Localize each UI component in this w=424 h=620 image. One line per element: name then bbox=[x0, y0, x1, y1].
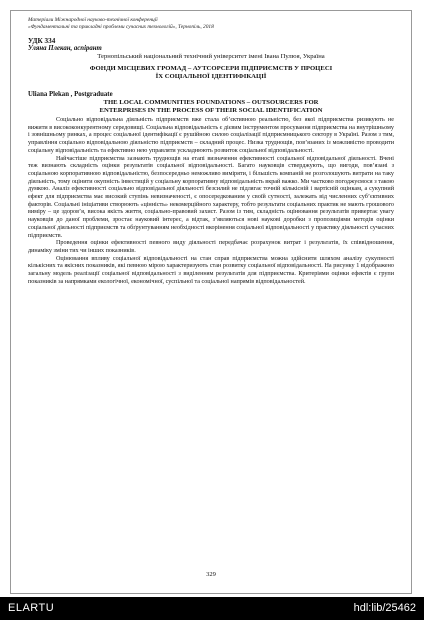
udk-code: УДК 334 bbox=[28, 37, 56, 45]
paragraph-2: Найчастіше підприємства зазнають труднощів на етапі визначення ефективності соціальної відповідальної діяльності. Вчені теж визнають складність оцінки результатів соціальної відповідальності. Багато науковців стверджують, що вигоди, пов’язані з соціальною корпоративною відповідальністю, безпосередньо неможливо виміряти, і більшість компаній не розголошують витрати на таку діяльність, тому оцінити окупність інвестицій у соціальну корпоративну відповідальність вкрай важко. Ми частково погоджуємося з такою думкою. Аналіз ефективності соціально відповідальної діяльності безсилий не підлягає точній кількісній і вартісній оцінкам, а сукупний ефект для підприємства має високий ступінь невизначеності, є опосередкованим у своїй сутності, залежать від численних суб’єктивних факторів. Соціальні ініціативи створюють «цінність» некомерційного характеру, тобто результати соціальних практик не мають грошового виміру – це здоров’я, висока якість життя, соціально-правовий захист. Разом із тим, складність оцінювання результатів привертає увагу науковців до даної проблеми, зростає науковий інтерес, а відтак, з’являються нові наукові доробки з пропозиціями методів оцінки соціальної діяльності підприємств та обґрунтуванням необхідності вкорінення соціальної відповідальності у практику діяльності сучасних підприємств. bbox=[28, 155, 394, 239]
paragraph-1: Соціально відповідальна діяльність підприємств вже стала об’єктивною реальністю, без якої підприємства ризикують не вижити в висококонкурентному середовищі. Соціальна відповідальність є дієвим інструментом просування підприємства на внутрішньому і зовнішньому ринках, а процес соціальної ідентифікації є рушійною силою соціалізації підприємницького сектору в Україні. Разом з тим, управління соціально відповідальною діяльністю підприємств – складний процес. Низка труднощів, пов’язаних із можливістю проводити соціальну відповідальність та ефективно нею управляти ускладнюють розвиток соціальної відповідальності. bbox=[28, 117, 394, 154]
author-en: Uliana Plekan , Postgraduate bbox=[28, 91, 113, 98]
footer-handle-link[interactable]: hdl:lib/25462 bbox=[353, 602, 416, 614]
affiliation: Тернопільський національний технічний університет імені Івана Пулюя, Україна bbox=[97, 53, 325, 60]
page-content bbox=[28, 17, 394, 286]
repository-footer bbox=[0, 597, 424, 620]
title-uk bbox=[28, 65, 394, 81]
conference-header bbox=[28, 17, 394, 31]
header-line-2: «Фундаментальні та прикладні проблеми сучасних технологій», Тернопіль, 2018 bbox=[28, 24, 214, 30]
title-uk-line-1: ФОНДИ МІСЦЕВИХ ГРОМАД – АУТСОРСЕРИ ПІДПРИЄМСТВ У ПРОЦЕСІ bbox=[89, 65, 333, 72]
page-number: 329 bbox=[206, 571, 216, 578]
footer-repository-label: ELARTU bbox=[8, 602, 55, 614]
paragraph-3: Проведення оцінки ефективності певного виду діяльності передбачає розрахунок витрат і результатів, їх співвідношення, динаміку зміни тих чи інших показників. bbox=[28, 240, 394, 254]
title-en bbox=[28, 99, 394, 115]
title-en-line-2: ENTERPRISES IN THE PROCESS OF THEIR SOCIAL IDENTIFICATION bbox=[99, 107, 323, 114]
paragraph-4: Оцінювання впливу соціальної відповідальності на стан справ підприємства можна здійснити шляхом аналізу сукупності кількісних та якісних показників, які певною мірою характеризують стан розвитку соціальної відповідальності. На рисунку 1 відображено загальну модель реалізації соціальної відповідальності з виділенням результатів для підприємства. Критеріями оцінки ефектів є групи показників за напрямками екологічної, економічної, суспільної та соціальної напрямів відповідальностей. bbox=[28, 255, 394, 285]
document-page bbox=[10, 10, 412, 594]
title-en-line-1: THE LOCAL COMMUNITIES FOUNDATIONS – OUTSOURCERS FOR bbox=[103, 99, 319, 106]
author-uk: Уляна Плекан, аспірант bbox=[28, 45, 102, 52]
title-uk-line-2: ЇХ СОЦІАЛЬНОЇ ІДЕНТИФІКАЦІЇ bbox=[155, 73, 267, 80]
header-line-1: Матеріали Міжнародної науково-технічної конференції bbox=[28, 17, 158, 23]
